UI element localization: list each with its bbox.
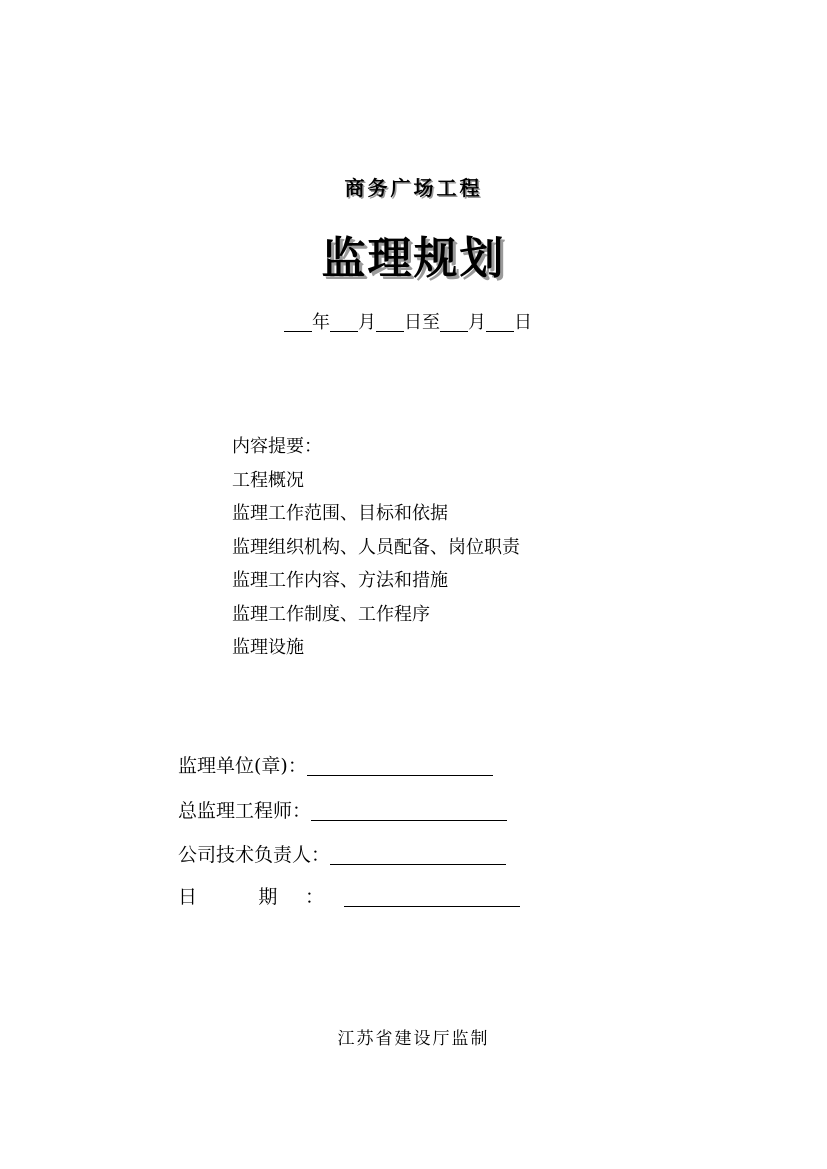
year-blank[interactable] (284, 313, 312, 332)
summary-item: 监理工作内容、方法和措施 (232, 570, 448, 591)
tech-lead-field[interactable] (330, 844, 506, 865)
date-range (284, 308, 532, 334)
year-label: 年 (312, 312, 330, 333)
summary-item: 监理设施 (232, 637, 304, 658)
supervision-unit-field[interactable] (307, 755, 493, 776)
chief-engineer-row (178, 796, 507, 823)
document-title: 监理规划 (321, 233, 506, 284)
tech-lead-row (178, 840, 506, 867)
summary-item: 监理组织机构、人员配备、岗位职责 (232, 536, 520, 558)
day-end-label: 日 (514, 312, 532, 333)
summary-item: 监理工作范围、目标和依据 (232, 503, 448, 524)
supervision-unit-row (178, 751, 493, 778)
supervisor-footer: 江苏省建设厅监制 (337, 1029, 490, 1049)
chief-engineer-field[interactable] (311, 800, 507, 821)
date-label (178, 882, 324, 909)
project-name: 商务广场工程 (344, 176, 483, 200)
month-start-label: 月 (358, 312, 376, 333)
contents-summary (232, 430, 520, 665)
summary-item: 监理工作制度、工作程序 (232, 603, 430, 625)
month-end-label: 月 (468, 312, 486, 333)
day-end-blank[interactable] (486, 313, 514, 332)
day-start-label: 日至 (404, 312, 440, 333)
date-label-char2: 期： (258, 886, 324, 908)
summary-item: 工程概况 (232, 469, 304, 491)
supervision-unit-label: 监理单位(章)： (178, 755, 307, 777)
date-label-char1: 日 (178, 886, 225, 908)
date-row (178, 882, 520, 909)
month-end-blank[interactable] (440, 313, 468, 332)
day-start-blank[interactable] (376, 313, 404, 332)
chief-engineer-label: 总监理工程师： (178, 800, 312, 822)
tech-lead-label: 公司技术负责人： (178, 844, 331, 866)
date-field[interactable] (344, 886, 520, 907)
summary-heading: 内容提要： (232, 436, 322, 457)
month-start-blank[interactable] (330, 313, 358, 332)
